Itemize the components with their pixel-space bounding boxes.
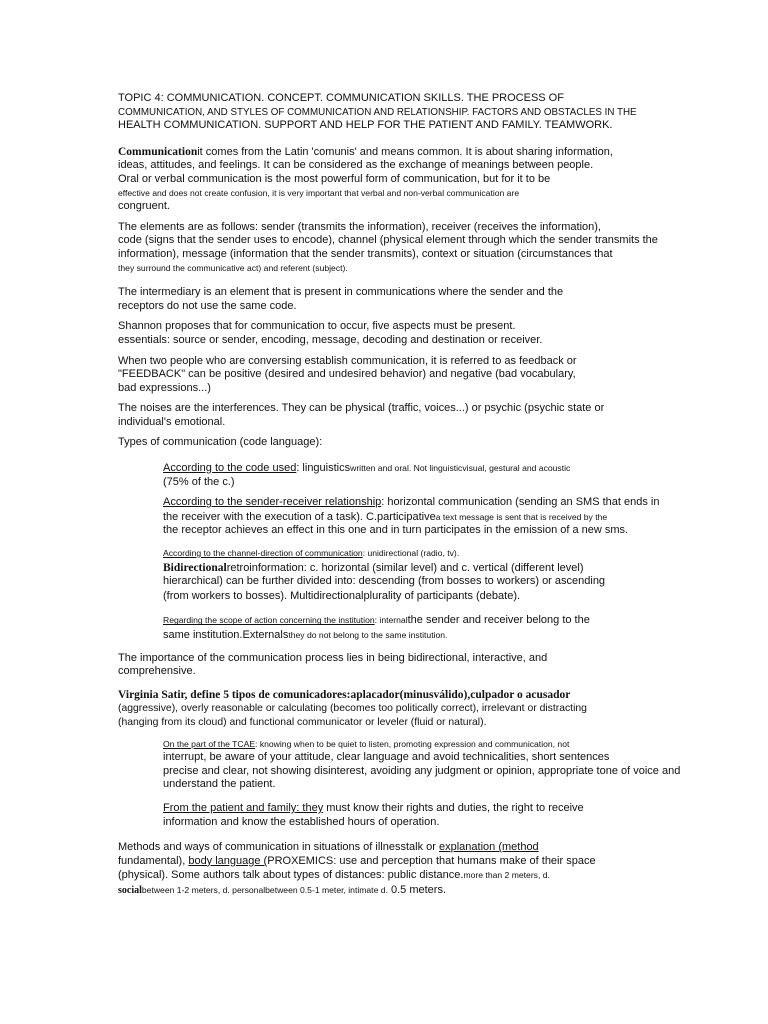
text-line: receptors do not use the same code.: [118, 299, 297, 312]
text-line: The importance of the communication process lies in being bidirectional, interactive, and: [118, 651, 548, 664]
text-line: code (signs that the sender uses to encode), channel (physical element through which the sender transmits the: [118, 234, 658, 247]
text-line: the receptor achieves an effect in this one and in turn participates in the emission of a new sms.: [163, 524, 629, 537]
paragraph-noises: [118, 402, 686, 429]
text-span: it comes from the Latin 'comunis' and means common. It is about sharing information,: [197, 145, 613, 158]
text-line: interrupt, be aware of your attitude, clear language and avoid technicalities, short sentences: [163, 751, 610, 764]
document-title: [118, 92, 686, 133]
text-span: : horizontal communication (sending an SMS that ends in: [381, 496, 660, 509]
paragraph-types-heading: [118, 436, 686, 450]
text-span: they do not belong to the same institution.: [288, 630, 448, 640]
text-span: between 0.5-1 meter, intimate d.: [265, 884, 388, 895]
text-line: ideas, attitudes, and feelings. It can be considered as the exchange of meanings between people.: [118, 159, 594, 172]
text-span: Methods and ways of communication in situations of illness: [118, 841, 406, 854]
term-bidirectional: Bidirectional: [163, 561, 227, 574]
text-span: 0.5 meters.: [387, 883, 446, 896]
document-body: [118, 92, 686, 898]
term-communication: Communication: [118, 145, 198, 158]
paragraph-importance: [118, 652, 686, 679]
text-span: same institution.Externals: [163, 629, 289, 641]
list-item-institution-scope: [163, 613, 686, 642]
text-span: retroinformation: c. horizontal (similar level) and c. vertical (different level): [226, 561, 584, 574]
list-item-tcae: [163, 738, 686, 792]
text-line: comprehensive.: [118, 665, 196, 678]
text-line: effective and does not create confusion, it is very important that verbal and non-verbal communication are: [118, 187, 520, 198]
text-line: information and know the established hours of operation.: [163, 815, 440, 828]
text-line: understand the patient.: [163, 778, 276, 791]
text-span: (from workers to bosses). Multidirectional: [163, 589, 364, 602]
term-social: social: [118, 884, 142, 896]
text-line: hierarchical) can be further divided into: descending (from bosses to workers) or ascending: [163, 575, 606, 588]
paragraph-shannon: [118, 320, 686, 347]
text-line: information), message (information that the sender transmits), context or situation (circumstances that: [118, 247, 613, 260]
text-span: must know their rights and duties, the right to receive: [323, 801, 584, 814]
text-span: the receiver with the execution of a task). C.participative: [163, 510, 436, 523]
text-line: bad expressions...): [118, 381, 211, 394]
text-line: Oral or verbal communication is the most powerful form of communication, but for it to be: [118, 172, 551, 185]
text-line: Shannon proposes that for communication to occur, five aspects must be present.: [118, 320, 516, 333]
paragraph-methods: [118, 840, 686, 897]
text-span: PROXEMICS: use and perception that humans make of their space: [267, 854, 596, 867]
title-line: COMMUNICATION, AND STYLES OF COMMUNICATION AND RELATIONSHIP. FACTORS AND OBSTACLES IN THE: [118, 106, 637, 118]
text-line: congruent.: [118, 200, 170, 213]
text-line: (75% of the c.): [163, 475, 235, 488]
text-line: Types of communication (code language):: [118, 436, 323, 449]
text-line: (aggressive), overly reasonable or calculating (becomes too politically correct), irrelevant or distracting: [118, 703, 587, 715]
paragraph-virginia-satir: [118, 689, 686, 730]
list-item-code-used: [163, 461, 686, 489]
paragraph-feedback: [118, 355, 686, 396]
text-span: : linguistics: [296, 462, 351, 475]
text-span: visual, gestural and acoustic: [462, 463, 571, 474]
list-item-sender-receiver: [163, 496, 686, 538]
text-span: written and oral. Not linguistic: [350, 463, 463, 474]
list-item-channel-direction: [163, 547, 686, 603]
underlined-heading: According to the channel-direction of communication: [163, 548, 363, 559]
text-line: The intermediary is an element that is present in communications where the sender and the: [118, 286, 564, 299]
text-line: The elements are as follows: sender (transmits the information), receiver (receives the information),: [118, 220, 601, 233]
text-span: : knowing when to be quiet to listen, promoting expression and communication, not: [255, 738, 570, 749]
paragraph-communication-definition: [118, 145, 686, 214]
text-line: essentials: source or sender, encoding, message, decoding and destination or receiver.: [118, 333, 543, 346]
text-line: precise and clear, not showing disinterest, avoiding any judgment or opinion, appropriate tone of voice and: [163, 764, 681, 777]
text-span: plurality of participants (debate).: [363, 589, 521, 602]
text-span: more than 2 meters, d.: [463, 870, 550, 881]
underlined-text: explanation (method: [439, 841, 539, 854]
underlined-heading: According to the sender-receiver relationship: [163, 496, 382, 509]
text-line: (hanging from its cloud) and functional communicator or leveler (fluid or natural).: [118, 716, 487, 728]
text-line: individual's emotional.: [118, 415, 226, 428]
bold-line: Virginia Satir, define 5 tipos de comunicadores:aplacador(minusválido),culpador o acusador: [118, 688, 571, 701]
text-span: : internal: [374, 615, 408, 626]
underlined-heading: On the part of the TCAE: [163, 738, 256, 749]
text-line: When two people who are conversing establish communication, it is referred to as feedback or: [118, 354, 577, 367]
paragraph-intermediary: [118, 286, 686, 313]
underlined-heading: According to the code used: [163, 462, 297, 475]
text-span: talk or: [405, 841, 439, 854]
text-span: between 1-2 meters, d. personal: [141, 884, 266, 895]
text-line: they surround the communicative act) and referent (subject).: [118, 262, 348, 273]
text-line: The noises are the interferences. They can be physical (traffic, voices...) or psychic (psychic state or: [118, 402, 605, 415]
text-span: : unidirectional (radio, tv).: [362, 548, 460, 559]
title-line: HEALTH COMMUNICATION. SUPPORT AND HELP FOR THE PATIENT AND FAMILY. TEAMWORK.: [118, 119, 613, 132]
title-line: TOPIC 4: COMMUNICATION. CONCEPT. COMMUNICATION SKILLS. THE PROCESS OF: [118, 92, 564, 104]
text-span: the sender and receiver belong to the: [407, 614, 590, 627]
underlined-heading: From the patient and family: they: [163, 801, 324, 814]
underlined-text: body language (: [188, 854, 268, 867]
text-span: fundamental),: [118, 854, 189, 867]
text-span: (physical). Some authors talk about types of distances: public distance.: [118, 869, 464, 882]
text-line: "FEEDBACK" can be positive (desired and undesired behavior) and negative (bad vocabulary,: [118, 368, 576, 381]
text-span: a text message is sent that is received by the: [435, 511, 608, 522]
list-item-patient-family: [163, 802, 686, 829]
underlined-heading: Regarding the scope of action concerning the institution: [163, 615, 375, 626]
paragraph-elements: [118, 221, 686, 275]
